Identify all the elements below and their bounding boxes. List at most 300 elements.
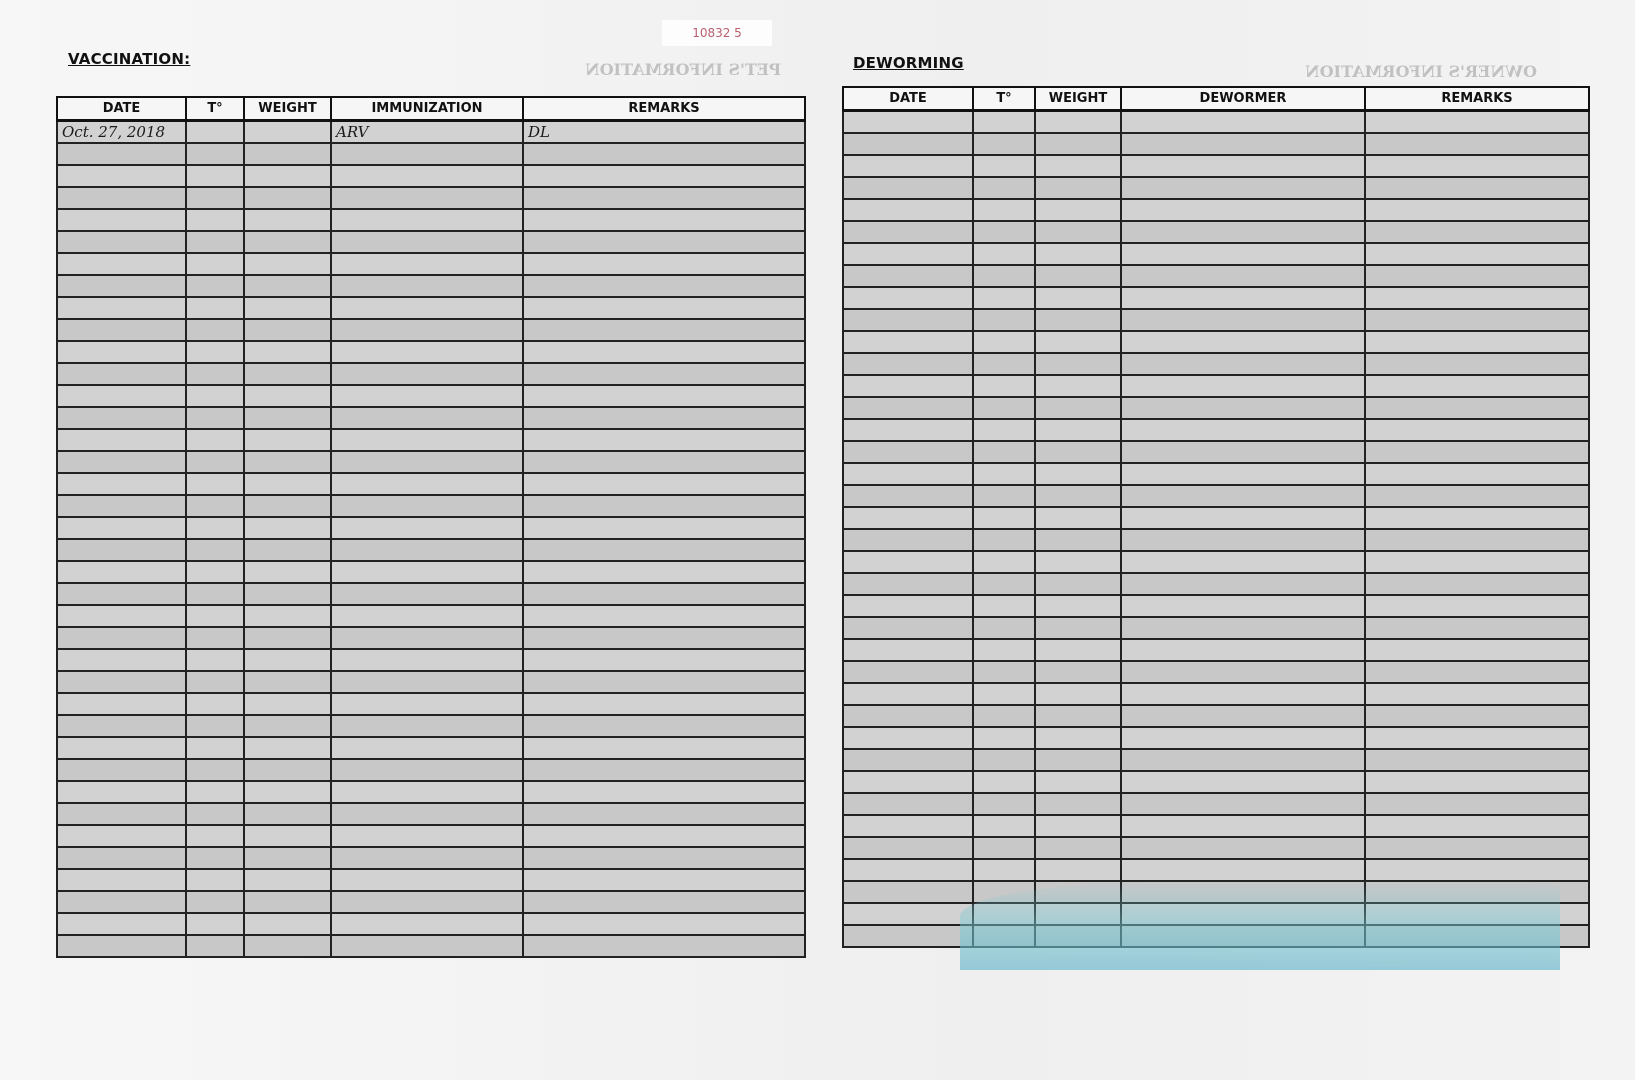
- table-cell: [1035, 837, 1121, 859]
- table-cell: [1365, 177, 1589, 199]
- table-cell: [843, 463, 973, 485]
- table-cell: [331, 627, 523, 649]
- table-cell: [1121, 397, 1365, 419]
- table-cell: [57, 869, 186, 891]
- table-cell: [973, 155, 1035, 177]
- table-cell: [57, 231, 186, 253]
- table-cell: [186, 539, 244, 561]
- table-cell: [1035, 397, 1121, 419]
- table-cell: [57, 451, 186, 473]
- table-cell: [523, 495, 805, 517]
- table-cell: [1365, 771, 1589, 793]
- table-cell: [1365, 727, 1589, 749]
- table-cell: [523, 913, 805, 935]
- table-cell: [843, 529, 973, 551]
- table-cell: [973, 683, 1035, 705]
- table-cell: [186, 891, 244, 913]
- table-cell: [244, 231, 331, 253]
- table-cell: [523, 803, 805, 825]
- table-cell: [973, 573, 1035, 595]
- table-cell: [1121, 925, 1365, 947]
- table-cell: [331, 297, 523, 319]
- deworming-row: [843, 331, 1589, 353]
- table-cell: [244, 451, 331, 473]
- table-cell: [1121, 617, 1365, 639]
- table-cell: [186, 935, 244, 957]
- table-cell: [1035, 727, 1121, 749]
- table-cell: [1035, 639, 1121, 661]
- table-cell: [523, 385, 805, 407]
- deworming-row: [843, 925, 1589, 947]
- table-cell: [186, 231, 244, 253]
- table-cell: [1365, 331, 1589, 353]
- table-cell: [1035, 573, 1121, 595]
- table-cell: [1035, 529, 1121, 551]
- table-cell: [57, 781, 186, 803]
- table-cell: [57, 737, 186, 759]
- table-cell: [523, 869, 805, 891]
- table-cell: [843, 859, 973, 881]
- table-cell: [186, 671, 244, 693]
- table-cell: [523, 605, 805, 627]
- table-cell: [57, 495, 186, 517]
- table-cell: [244, 275, 331, 297]
- deworming-row: [843, 441, 1589, 463]
- table-cell: [57, 671, 186, 693]
- table-cell: [1035, 859, 1121, 881]
- table-cell: [1121, 507, 1365, 529]
- table-cell: [186, 627, 244, 649]
- table-cell: [1035, 287, 1121, 309]
- table-cell: [186, 143, 244, 165]
- vaccination-row: [57, 913, 805, 935]
- table-cell: [331, 187, 523, 209]
- table-cell: [1365, 859, 1589, 881]
- table-cell: [331, 935, 523, 957]
- table-cell: [186, 165, 244, 187]
- table-cell: [331, 275, 523, 297]
- table-cell: [1365, 441, 1589, 463]
- vaccination-row: [57, 385, 805, 407]
- table-cell: [1121, 177, 1365, 199]
- table-cell: [843, 793, 973, 815]
- table-cell: [1121, 221, 1365, 243]
- deworming-row: [843, 661, 1589, 683]
- column-header: T°: [186, 97, 244, 121]
- table-cell: [244, 209, 331, 231]
- table-cell: [244, 187, 331, 209]
- table-cell: [244, 341, 331, 363]
- table-cell: [523, 451, 805, 473]
- deworming-row: [843, 617, 1589, 639]
- table-cell: [331, 231, 523, 253]
- table-cell: [843, 419, 973, 441]
- table-cell: [1121, 837, 1365, 859]
- table-cell: [523, 561, 805, 583]
- table-cell: [57, 473, 186, 495]
- vaccination-table: [56, 96, 806, 958]
- table-cell: [331, 429, 523, 451]
- vaccination-row: [57, 539, 805, 561]
- table-cell: [244, 297, 331, 319]
- vaccination-row: [57, 847, 805, 869]
- column-header: WEIGHT: [1035, 87, 1121, 111]
- table-cell: [523, 121, 805, 144]
- table-cell: [1365, 881, 1589, 903]
- table-cell: [1365, 287, 1589, 309]
- table-cell: [523, 319, 805, 341]
- table-cell: [523, 473, 805, 495]
- table-cell: [1365, 529, 1589, 551]
- table-cell: [331, 781, 523, 803]
- table-cell: [843, 573, 973, 595]
- table-cell: [186, 473, 244, 495]
- table-cell: [973, 485, 1035, 507]
- table-cell: [843, 903, 973, 925]
- table-cell: [244, 913, 331, 935]
- table-cell: [186, 275, 244, 297]
- vaccination-row: [57, 253, 805, 275]
- table-cell: [331, 363, 523, 385]
- table-cell: [973, 881, 1035, 903]
- table-cell: [1365, 221, 1589, 243]
- vaccination-row: [57, 781, 805, 803]
- table-cell: [57, 539, 186, 561]
- table-cell: [523, 825, 805, 847]
- deworming-row: [843, 419, 1589, 441]
- table-cell: [244, 165, 331, 187]
- vaccination-row: [57, 121, 805, 144]
- vaccination-row: [57, 737, 805, 759]
- table-cell: [186, 187, 244, 209]
- table-cell: [1121, 265, 1365, 287]
- table-cell: [1121, 243, 1365, 265]
- table-cell: [973, 419, 1035, 441]
- table-cell: [331, 451, 523, 473]
- table-cell: [1035, 551, 1121, 573]
- table-cell: [973, 309, 1035, 331]
- table-cell: [1035, 507, 1121, 529]
- table-cell: [1121, 727, 1365, 749]
- table-cell: [186, 363, 244, 385]
- deworming-row: [843, 507, 1589, 529]
- table-cell: [186, 385, 244, 407]
- table-cell: [57, 407, 186, 429]
- table-cell: [1365, 111, 1589, 134]
- table-cell: [1365, 639, 1589, 661]
- table-cell: [1365, 749, 1589, 771]
- table-cell: [523, 407, 805, 429]
- table-cell: [331, 693, 523, 715]
- table-cell: [973, 463, 1035, 485]
- table-cell: [523, 231, 805, 253]
- vaccination-row: [57, 803, 805, 825]
- table-cell: [973, 441, 1035, 463]
- table-cell: [843, 925, 973, 947]
- table-cell: [973, 771, 1035, 793]
- table-cell: [523, 363, 805, 385]
- table-cell: [1035, 353, 1121, 375]
- deworming-row: [843, 221, 1589, 243]
- table-cell: [1365, 419, 1589, 441]
- vaccination-row: [57, 209, 805, 231]
- deworming-row: [843, 573, 1589, 595]
- table-cell: [1035, 155, 1121, 177]
- deworming-row: [843, 903, 1589, 925]
- table-cell: [843, 639, 973, 661]
- table-cell: [1035, 419, 1121, 441]
- deworming-row: [843, 155, 1589, 177]
- deworming-row: [843, 375, 1589, 397]
- table-cell: [244, 671, 331, 693]
- vaccination-row: [57, 473, 805, 495]
- table-cell: [1121, 573, 1365, 595]
- table-cell: [331, 561, 523, 583]
- table-cell: [1035, 485, 1121, 507]
- table-cell: [186, 913, 244, 935]
- vaccination-row: [57, 143, 805, 165]
- table-cell: [331, 671, 523, 693]
- vaccination-row: [57, 341, 805, 363]
- table-cell: [244, 693, 331, 715]
- table-cell: [973, 903, 1035, 925]
- table-cell: [57, 517, 186, 539]
- table-cell: [186, 341, 244, 363]
- table-cell: [843, 375, 973, 397]
- table-cell: [331, 869, 523, 891]
- deworming-row: [843, 683, 1589, 705]
- table-cell: [843, 771, 973, 793]
- deworming-row: [843, 529, 1589, 551]
- table-cell: [1035, 463, 1121, 485]
- vaccination-row: [57, 187, 805, 209]
- table-cell: [57, 341, 186, 363]
- table-cell: [57, 935, 186, 957]
- column-header: WEIGHT: [244, 97, 331, 121]
- table-cell: [57, 121, 186, 144]
- table-cell: [973, 331, 1035, 353]
- table-cell: [186, 737, 244, 759]
- table-cell: [1035, 815, 1121, 837]
- table-cell: [1035, 793, 1121, 815]
- vaccination-row: [57, 671, 805, 693]
- table-cell: [843, 705, 973, 727]
- table-cell: [1035, 925, 1121, 947]
- table-cell: [523, 671, 805, 693]
- table-cell: [973, 243, 1035, 265]
- table-cell: [57, 429, 186, 451]
- deworming-header-row: [843, 87, 1589, 111]
- deworming-row: [843, 639, 1589, 661]
- table-cell: [186, 429, 244, 451]
- table-cell: [244, 803, 331, 825]
- table-cell: [1365, 397, 1589, 419]
- vaccination-row: [57, 165, 805, 187]
- deworming-row: [843, 551, 1589, 573]
- table-cell: [523, 429, 805, 451]
- table-cell: [1365, 265, 1589, 287]
- vaccination-row: [57, 825, 805, 847]
- table-cell: [1121, 793, 1365, 815]
- table-cell: [57, 847, 186, 869]
- table-cell: [186, 649, 244, 671]
- table-cell: [1121, 859, 1365, 881]
- table-cell: [1121, 111, 1365, 134]
- table-cell: [1121, 683, 1365, 705]
- table-cell: [1035, 749, 1121, 771]
- deworming-row: [843, 287, 1589, 309]
- table-cell: [244, 517, 331, 539]
- table-cell: [1365, 485, 1589, 507]
- table-cell: [57, 605, 186, 627]
- table-cell: [331, 539, 523, 561]
- vaccination-row: [57, 759, 805, 781]
- table-cell: [843, 595, 973, 617]
- table-cell: [1035, 243, 1121, 265]
- table-cell: [1035, 309, 1121, 331]
- table-cell: [186, 561, 244, 583]
- table-cell: [973, 793, 1035, 815]
- vaccination-row: [57, 605, 805, 627]
- table-cell: [57, 561, 186, 583]
- table-cell: [973, 639, 1035, 661]
- vaccination-row: [57, 649, 805, 671]
- table-cell: [1365, 815, 1589, 837]
- table-cell: [523, 715, 805, 737]
- vaccination-row: [57, 561, 805, 583]
- table-cell: [1365, 793, 1589, 815]
- table-cell: [1121, 287, 1365, 309]
- table-cell: [843, 441, 973, 463]
- table-cell: [843, 287, 973, 309]
- vaccination-row: [57, 693, 805, 715]
- cell-text: ARV: [336, 123, 369, 141]
- table-cell: [843, 221, 973, 243]
- table-cell: [523, 583, 805, 605]
- column-header: REMARKS: [523, 97, 805, 121]
- table-cell: [186, 319, 244, 341]
- top-handwritten-note: 10832 5: [662, 20, 772, 46]
- table-cell: [1365, 925, 1589, 947]
- table-cell: [244, 363, 331, 385]
- deworming-row: [843, 243, 1589, 265]
- table-cell: [1365, 617, 1589, 639]
- deworming-row: [843, 771, 1589, 793]
- table-cell: [1121, 815, 1365, 837]
- vaccination-row: [57, 869, 805, 891]
- table-cell: [57, 759, 186, 781]
- table-cell: [1121, 595, 1365, 617]
- table-cell: [843, 507, 973, 529]
- table-cell: [1365, 133, 1589, 155]
- table-cell: [186, 693, 244, 715]
- table-cell: [973, 221, 1035, 243]
- table-cell: [186, 803, 244, 825]
- table-cell: [523, 143, 805, 165]
- table-cell: [186, 209, 244, 231]
- table-cell: [973, 859, 1035, 881]
- vaccination-row: [57, 231, 805, 253]
- deworming-row: [843, 727, 1589, 749]
- table-cell: [843, 837, 973, 859]
- table-cell: [843, 661, 973, 683]
- table-cell: [973, 265, 1035, 287]
- table-cell: [1035, 441, 1121, 463]
- table-cell: [1365, 595, 1589, 617]
- table-cell: [1365, 573, 1589, 595]
- table-cell: [331, 341, 523, 363]
- table-cell: [523, 275, 805, 297]
- table-cell: [843, 353, 973, 375]
- table-cell: [331, 605, 523, 627]
- table-cell: [523, 253, 805, 275]
- table-cell: [244, 737, 331, 759]
- table-cell: [57, 143, 186, 165]
- vaccination-row: [57, 715, 805, 737]
- table-cell: [331, 759, 523, 781]
- table-cell: [331, 715, 523, 737]
- table-cell: [186, 297, 244, 319]
- table-cell: [57, 891, 186, 913]
- table-cell: [57, 363, 186, 385]
- vaccination-row: [57, 297, 805, 319]
- deworming-row: [843, 353, 1589, 375]
- table-cell: [331, 583, 523, 605]
- table-cell: [331, 209, 523, 231]
- table-cell: [843, 815, 973, 837]
- table-cell: [244, 539, 331, 561]
- vaccination-row: [57, 517, 805, 539]
- table-cell: [523, 847, 805, 869]
- table-cell: [973, 925, 1035, 947]
- table-cell: [186, 583, 244, 605]
- table-cell: [331, 825, 523, 847]
- table-cell: [973, 507, 1035, 529]
- table-cell: [186, 715, 244, 737]
- table-cell: [186, 825, 244, 847]
- deworming-row: [843, 463, 1589, 485]
- table-cell: [973, 705, 1035, 727]
- table-cell: [1365, 243, 1589, 265]
- deworming-row: [843, 199, 1589, 221]
- deworming-row: [843, 485, 1589, 507]
- table-cell: [331, 847, 523, 869]
- table-cell: [331, 495, 523, 517]
- table-cell: [331, 253, 523, 275]
- table-cell: [1035, 661, 1121, 683]
- table-cell: [523, 891, 805, 913]
- table-cell: [973, 353, 1035, 375]
- vaccination-header-row: [57, 97, 805, 121]
- table-cell: [973, 661, 1035, 683]
- table-cell: [244, 759, 331, 781]
- table-cell: [244, 605, 331, 627]
- table-cell: [57, 385, 186, 407]
- table-cell: [1121, 155, 1365, 177]
- table-cell: [1365, 463, 1589, 485]
- table-cell: [1035, 617, 1121, 639]
- table-cell: [1121, 463, 1365, 485]
- table-cell: [843, 727, 973, 749]
- table-cell: [973, 727, 1035, 749]
- table-cell: [1365, 353, 1589, 375]
- table-cell: [1121, 705, 1365, 727]
- column-header: DEWORMER: [1121, 87, 1365, 111]
- table-cell: [57, 803, 186, 825]
- table-cell: [331, 407, 523, 429]
- deworming-row: [843, 111, 1589, 134]
- table-cell: [244, 143, 331, 165]
